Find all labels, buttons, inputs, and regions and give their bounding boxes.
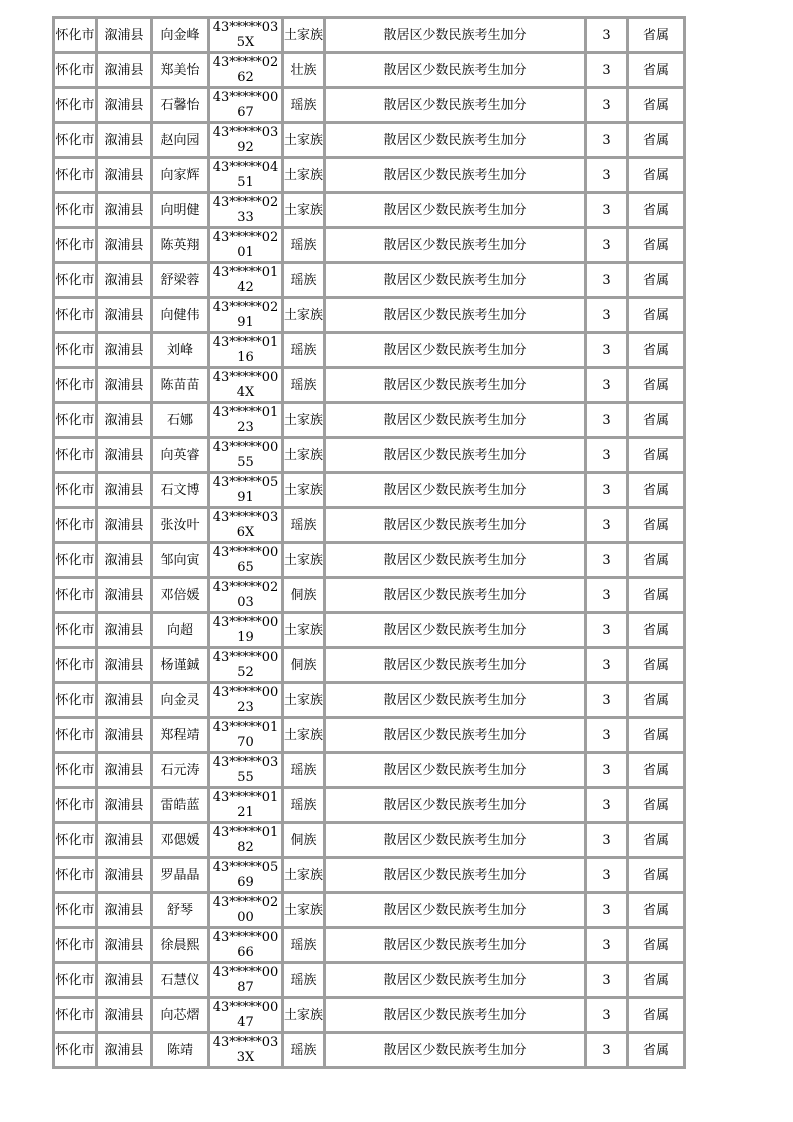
name-cell: 舒梁蓉 [160,272,200,288]
id-number-cell: 43*****0023 [212,685,279,715]
name-cell: 向明健 [160,202,200,218]
id-number-cell: 43*****0182 [212,825,279,855]
bonus-item-cell: 散居区少数民族考生加分 [383,657,527,673]
bonus-item-cell: 散居区少数民族考生加分 [383,867,527,883]
bonus-points-cell: 3 [602,902,611,918]
name-cell: 邓偲媛 [160,832,200,848]
bonus-level-cell: 省属 [642,1042,669,1058]
table-row [55,334,683,366]
city-cell: 怀化市 [55,937,95,953]
county-cell: 溆浦县 [104,937,144,953]
county-cell: 溆浦县 [104,167,144,183]
id-number-cell: 43*****0142 [212,265,279,295]
name-cell: 石慧仪 [160,972,200,988]
id-number-cell: 43*****004X [212,370,279,400]
ethnicity-cell: 土家族 [284,552,323,568]
bonus-item-cell: 散居区少数民族考生加分 [383,62,527,78]
table-row [55,369,683,401]
city-cell: 怀化市 [55,167,95,183]
city-cell: 怀化市 [55,132,95,148]
county-cell: 溆浦县 [104,972,144,988]
table-row [55,894,683,926]
county-cell: 溆浦县 [104,97,144,113]
ethnicity-cell: 土家族 [284,727,323,743]
bonus-item-cell: 散居区少数民族考生加分 [383,167,527,183]
city-cell: 怀化市 [55,27,95,43]
ethnicity-cell: 土家族 [284,202,323,218]
bonus-points-cell: 3 [602,307,611,323]
city-cell: 怀化市 [55,657,95,673]
name-cell: 邓倍媛 [160,587,200,603]
bonus-item-cell: 散居区少数民族考生加分 [383,762,527,778]
bonus-level-cell: 省属 [642,552,669,568]
bonus-points-cell: 3 [602,167,611,183]
city-cell: 怀化市 [55,202,95,218]
ethnicity-cell: 土家族 [284,412,323,428]
ethnicity-cell: 侗族 [290,657,317,673]
name-cell: 赵向园 [160,132,200,148]
table-row [55,194,683,226]
county-cell: 溆浦县 [104,692,144,708]
id-number-cell: 43*****0451 [212,160,279,190]
bonus-item-cell: 散居区少数民族考生加分 [383,342,527,358]
city-cell: 怀化市 [55,1007,95,1023]
city-cell: 怀化市 [55,447,95,463]
name-cell: 向金峰 [160,27,200,43]
name-cell: 陈英翔 [160,237,200,253]
table-row [55,684,683,716]
bonus-points-cell: 3 [602,762,611,778]
bonus-points-cell: 3 [602,1007,611,1023]
bonus-item-cell: 散居区少数民族考生加分 [383,27,527,43]
city-cell: 怀化市 [55,727,95,743]
table-row [55,474,683,506]
bonus-item-cell: 散居区少数民族考生加分 [383,447,527,463]
city-cell: 怀化市 [55,307,95,323]
bonus-item-cell: 散居区少数民族考生加分 [383,517,527,533]
id-number-cell: 43*****0203 [212,580,279,610]
bonus-points-cell: 3 [602,692,611,708]
ethnicity-cell: 土家族 [284,27,323,43]
bonus-points-cell: 3 [602,517,611,533]
city-cell: 怀化市 [55,97,95,113]
table-row [55,264,683,296]
city-cell: 怀化市 [55,797,95,813]
roster-table-body [55,19,683,1066]
county-cell: 溆浦县 [104,517,144,533]
bonus-item-cell: 散居区少数民族考生加分 [383,727,527,743]
table-row [55,964,683,996]
id-number-cell: 43*****0262 [212,55,279,85]
bonus-item-cell: 散居区少数民族考生加分 [383,307,527,323]
county-cell: 溆浦县 [104,482,144,498]
city-cell: 怀化市 [55,517,95,533]
ethnicity-cell: 土家族 [284,692,323,708]
name-cell: 张汝叶 [160,517,200,533]
table-row [55,859,683,891]
county-cell: 溆浦县 [104,272,144,288]
bonus-level-cell: 省属 [642,447,669,463]
bonus-item-cell: 散居区少数民族考生加分 [383,97,527,113]
ethnicity-cell: 壮族 [290,62,317,78]
id-number-cell: 43*****035X [212,20,279,50]
ethnicity-cell: 瑶族 [290,97,317,113]
county-cell: 溆浦县 [104,237,144,253]
bonus-level-cell: 省属 [642,727,669,743]
county-cell: 溆浦县 [104,342,144,358]
name-cell: 邹向寅 [160,552,200,568]
city-cell: 怀化市 [55,972,95,988]
bonus-item-cell: 散居区少数民族考生加分 [383,412,527,428]
ethnicity-cell: 瑶族 [290,937,317,953]
id-number-cell: 43*****0170 [212,720,279,750]
id-number-cell: 43*****0116 [212,335,279,365]
county-cell: 溆浦县 [104,797,144,813]
ethnicity-cell: 侗族 [290,587,317,603]
county-cell: 溆浦县 [104,622,144,638]
county-cell: 溆浦县 [104,132,144,148]
id-number-cell: 43*****033X [212,1035,279,1065]
name-cell: 向超 [166,622,193,638]
city-cell: 怀化市 [55,482,95,498]
county-cell: 溆浦县 [104,62,144,78]
county-cell: 溆浦县 [104,902,144,918]
id-number-cell: 43*****0233 [212,195,279,225]
table-row [55,1034,683,1066]
county-cell: 溆浦县 [104,867,144,883]
id-number-cell: 43*****0067 [212,90,279,120]
ethnicity-cell: 瑶族 [290,762,317,778]
id-number-cell: 43*****036X [212,510,279,540]
bonus-level-cell: 省属 [642,202,669,218]
ethnicity-cell: 瑶族 [290,797,317,813]
bonus-level-cell: 省属 [642,27,669,43]
table-row [55,544,683,576]
id-number-cell: 43*****0569 [212,860,279,890]
ethnicity-cell: 土家族 [284,902,323,918]
ethnicity-cell: 瑶族 [290,377,317,393]
county-cell: 溆浦县 [104,657,144,673]
bonus-points-cell: 3 [602,62,611,78]
city-cell: 怀化市 [55,377,95,393]
bonus-item-cell: 散居区少数民族考生加分 [383,377,527,393]
id-number-cell: 43*****0291 [212,300,279,330]
bonus-level-cell: 省属 [642,937,669,953]
bonus-level-cell: 省属 [642,272,669,288]
id-number-cell: 43*****0200 [212,895,279,925]
ethnicity-cell: 瑶族 [290,342,317,358]
bonus-points-cell: 3 [602,972,611,988]
bonus-level-cell: 省属 [642,132,669,148]
ethnicity-cell: 瑶族 [290,972,317,988]
name-cell: 向芯熠 [160,1007,200,1023]
county-cell: 溆浦县 [104,307,144,323]
bonus-item-cell: 散居区少数民族考生加分 [383,692,527,708]
id-number-cell: 43*****0047 [212,1000,279,1030]
bonus-item-cell: 散居区少数民族考生加分 [383,587,527,603]
table-row [55,929,683,961]
name-cell: 石馨怡 [160,97,200,113]
bonus-item-cell: 散居区少数民族考生加分 [383,272,527,288]
id-number-cell: 43*****0355 [212,755,279,785]
bonus-level-cell: 省属 [642,867,669,883]
id-number-cell: 43*****0065 [212,545,279,575]
table-row [55,789,683,821]
id-number-cell: 43*****0591 [212,475,279,505]
ethnicity-cell: 土家族 [284,307,323,323]
id-number-cell: 43*****0087 [212,965,279,995]
bonus-points-cell: 3 [602,727,611,743]
bonus-points-cell: 3 [602,482,611,498]
bonus-points-cell: 3 [602,447,611,463]
bonus-level-cell: 省属 [642,412,669,428]
name-cell: 石文博 [160,482,200,498]
city-cell: 怀化市 [55,902,95,918]
bonus-level-cell: 省属 [642,62,669,78]
bonus-points-cell: 3 [602,377,611,393]
bonus-level-cell: 省属 [642,797,669,813]
county-cell: 溆浦县 [104,1042,144,1058]
bonus-item-cell: 散居区少数民族考生加分 [383,237,527,253]
city-cell: 怀化市 [55,412,95,428]
bonus-level-cell: 省属 [642,972,669,988]
bonus-level-cell: 省属 [642,1007,669,1023]
bonus-points-cell: 3 [602,132,611,148]
bonus-item-cell: 散居区少数民族考生加分 [383,797,527,813]
table-row [55,19,683,51]
city-cell: 怀化市 [55,62,95,78]
ethnicity-cell: 瑶族 [290,517,317,533]
city-cell: 怀化市 [55,832,95,848]
table-row [55,649,683,681]
ethnicity-cell: 侗族 [290,832,317,848]
table-row [55,439,683,471]
id-number-cell: 43*****0121 [212,790,279,820]
name-cell: 徐晨熙 [160,937,200,953]
bonus-points-roster-table [52,16,686,1069]
name-cell: 刘峰 [166,342,193,358]
bonus-item-cell: 散居区少数民族考生加分 [383,132,527,148]
bonus-level-cell: 省属 [642,237,669,253]
table-row [55,54,683,86]
ethnicity-cell: 瑶族 [290,237,317,253]
city-cell: 怀化市 [55,867,95,883]
id-number-cell: 43*****0055 [212,440,279,470]
ethnicity-cell: 土家族 [284,622,323,638]
name-cell: 陈苗苗 [160,377,200,393]
city-cell: 怀化市 [55,622,95,638]
city-cell: 怀化市 [55,587,95,603]
name-cell: 石娜 [166,412,193,428]
bonus-item-cell: 散居区少数民族考生加分 [383,552,527,568]
bonus-level-cell: 省属 [642,622,669,638]
county-cell: 溆浦县 [104,377,144,393]
bonus-points-cell: 3 [602,867,611,883]
ethnicity-cell: 土家族 [284,167,323,183]
county-cell: 溆浦县 [104,202,144,218]
county-cell: 溆浦县 [104,412,144,428]
table-row [55,754,683,786]
name-cell: 石元涛 [160,762,200,778]
bonus-points-cell: 3 [602,202,611,218]
table-row [55,719,683,751]
name-cell: 陈靖 [166,1042,193,1058]
bonus-item-cell: 散居区少数民族考生加分 [383,972,527,988]
bonus-level-cell: 省属 [642,97,669,113]
bonus-points-cell: 3 [602,1042,611,1058]
bonus-points-cell: 3 [602,937,611,953]
bonus-points-cell: 3 [602,97,611,113]
county-cell: 溆浦县 [104,762,144,778]
id-number-cell: 43*****0123 [212,405,279,435]
table-row [55,89,683,121]
table-row [55,229,683,261]
bonus-level-cell: 省属 [642,307,669,323]
id-number-cell: 43*****0052 [212,650,279,680]
bonus-points-cell: 3 [602,27,611,43]
name-cell: 罗晶晶 [160,867,200,883]
bonus-level-cell: 省属 [642,587,669,603]
table-row [55,509,683,541]
name-cell: 郑程靖 [160,727,200,743]
name-cell: 向健伟 [160,307,200,323]
bonus-item-cell: 散居区少数民族考生加分 [383,622,527,638]
id-number-cell: 43*****0019 [212,615,279,645]
ethnicity-cell: 土家族 [284,1007,323,1023]
table-row [55,579,683,611]
table-row [55,159,683,191]
table-row [55,404,683,436]
bonus-item-cell: 散居区少数民族考生加分 [383,1042,527,1058]
city-cell: 怀化市 [55,342,95,358]
bonus-level-cell: 省属 [642,832,669,848]
ethnicity-cell: 土家族 [284,482,323,498]
county-cell: 溆浦县 [104,832,144,848]
bonus-item-cell: 散居区少数民族考生加分 [383,902,527,918]
city-cell: 怀化市 [55,1042,95,1058]
bonus-level-cell: 省属 [642,762,669,778]
bonus-points-cell: 3 [602,237,611,253]
table-row [55,614,683,646]
id-number-cell: 43*****0392 [212,125,279,155]
bonus-item-cell: 散居区少数民族考生加分 [383,202,527,218]
bonus-level-cell: 省属 [642,167,669,183]
bonus-item-cell: 散居区少数民族考生加分 [383,937,527,953]
county-cell: 溆浦县 [104,27,144,43]
table-row [55,999,683,1031]
county-cell: 溆浦县 [104,727,144,743]
table-row [55,824,683,856]
bonus-item-cell: 散居区少数民族考生加分 [383,832,527,848]
bonus-level-cell: 省属 [642,692,669,708]
city-cell: 怀化市 [55,237,95,253]
name-cell: 郑美怡 [160,62,200,78]
bonus-level-cell: 省属 [642,377,669,393]
bonus-level-cell: 省属 [642,482,669,498]
id-number-cell: 43*****0066 [212,930,279,960]
bonus-points-cell: 3 [602,657,611,673]
bonus-points-cell: 3 [602,587,611,603]
ethnicity-cell: 瑶族 [290,1042,317,1058]
name-cell: 舒琴 [166,902,193,918]
bonus-item-cell: 散居区少数民族考生加分 [383,482,527,498]
name-cell: 雷皓蓝 [160,797,200,813]
county-cell: 溆浦县 [104,1007,144,1023]
id-number-cell: 43*****0201 [212,230,279,260]
ethnicity-cell: 土家族 [284,447,323,463]
table-row [55,299,683,331]
bonus-points-cell: 3 [602,832,611,848]
name-cell: 杨谨鋮 [160,657,200,673]
bonus-level-cell: 省属 [642,657,669,673]
county-cell: 溆浦县 [104,447,144,463]
city-cell: 怀化市 [55,692,95,708]
name-cell: 向家辉 [160,167,200,183]
county-cell: 溆浦县 [104,552,144,568]
table-row [55,124,683,156]
bonus-points-cell: 3 [602,797,611,813]
name-cell: 向金灵 [160,692,200,708]
bonus-points-cell: 3 [602,272,611,288]
bonus-level-cell: 省属 [642,902,669,918]
ethnicity-cell: 土家族 [284,867,323,883]
city-cell: 怀化市 [55,272,95,288]
bonus-points-cell: 3 [602,552,611,568]
name-cell: 向英睿 [160,447,200,463]
roster-table-container [52,16,686,1069]
city-cell: 怀化市 [55,762,95,778]
ethnicity-cell: 瑶族 [290,272,317,288]
bonus-level-cell: 省属 [642,342,669,358]
bonus-points-cell: 3 [602,412,611,428]
bonus-item-cell: 散居区少数民族考生加分 [383,1007,527,1023]
bonus-points-cell: 3 [602,342,611,358]
bonus-points-cell: 3 [602,622,611,638]
bonus-level-cell: 省属 [642,517,669,533]
ethnicity-cell: 土家族 [284,132,323,148]
city-cell: 怀化市 [55,552,95,568]
county-cell: 溆浦县 [104,587,144,603]
